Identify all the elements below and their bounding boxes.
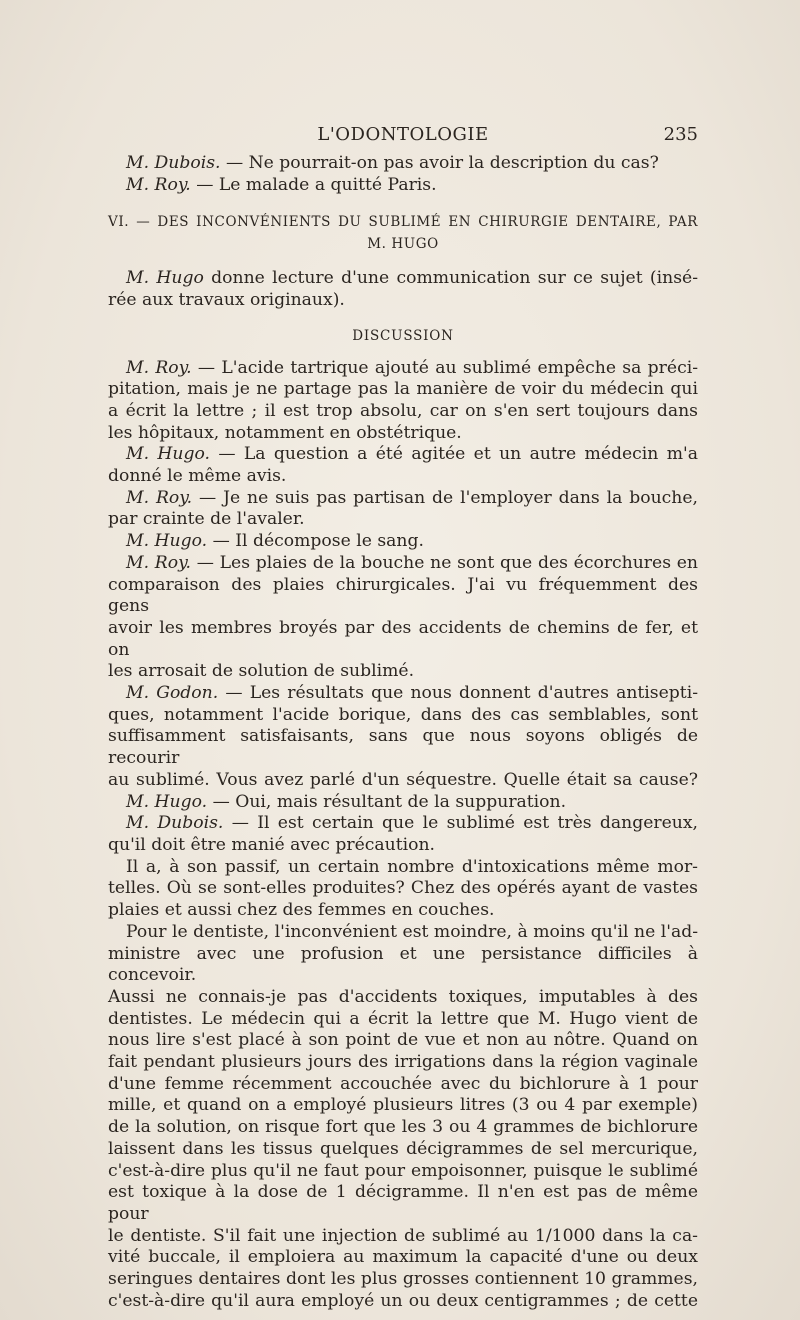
speaker-name: M. Hugo. bbox=[126, 444, 210, 465]
line-text: donne lecture d'une communication sur ce sujet (insé- bbox=[211, 268, 699, 289]
text-line: nous lire s'est placé à son point de vue et non au nôtre. Quand on bbox=[108, 1030, 698, 1051]
text-line bbox=[108, 792, 698, 814]
paragraph-dubois-question bbox=[108, 153, 698, 175]
speaker-name: M. Roy. bbox=[126, 552, 191, 573]
text-line: donné le même avis. bbox=[108, 466, 287, 487]
text-line: ministre avec une profusion et une persistance difficiles à concevoir. bbox=[108, 943, 698, 986]
text-line: vité buccale, il emploiera au maximum la capacité d'une ou deux bbox=[108, 1247, 698, 1268]
text-line: de la solution, on risque fort que les 3 ou 4 grammes de bichlorure bbox=[108, 1117, 698, 1138]
line-text: — Oui, mais résultant de la suppuration. bbox=[212, 791, 567, 812]
speaker-name: M. Roy. bbox=[126, 174, 191, 195]
text-line: d'une femme récemment accouchée avec du bichlorure à 1 pour bbox=[108, 1073, 698, 1094]
speaker-name: M. Godon. bbox=[126, 683, 219, 704]
paragraph-intoxications bbox=[108, 857, 698, 922]
text-line bbox=[108, 268, 698, 290]
speaker-name: M. Roy. bbox=[126, 357, 192, 378]
text-line bbox=[108, 444, 698, 466]
text-line: est toxique à la dose de 1 décigramme. Il n'en est pas de même pour bbox=[108, 1182, 698, 1224]
line-text: — Il décompose le sang. bbox=[212, 531, 424, 552]
text-line: mille, et quand on a employé plusieurs litres (3 ou 4 par exemple) bbox=[108, 1095, 698, 1116]
text-line: les arrosait de solution de sublimé. bbox=[108, 661, 415, 682]
text-line: comparaison des plaies chirurgicales. J'ai vu fréquemment des gens bbox=[108, 574, 698, 617]
discussion-heading: DISCUSSION bbox=[352, 327, 454, 344]
text-line: Aussi ne connais-je pas d'accidents toxiques, imputables à des bbox=[108, 986, 698, 1007]
text-line bbox=[108, 813, 698, 835]
text-line: dentistes. Le médecin qui a écrit la lettre que M. Hugo vient de bbox=[108, 1008, 698, 1029]
paragraph-text: — Ne pourrait-on pas avoir la description du cas? bbox=[225, 153, 659, 173]
speaker-name: M. Dubois. bbox=[126, 153, 221, 173]
text-line bbox=[108, 683, 698, 705]
paragraph-hugo-suppuration bbox=[108, 792, 698, 814]
line-text: — La question a été agitée et un autre médecin m'a bbox=[218, 444, 698, 465]
speaker-name: M. Hugo. bbox=[126, 531, 208, 552]
speaker-name: M. Dubois. bbox=[126, 813, 224, 834]
text-line: a écrit la lettre ; il est trop absolu, car on s'en sert toujours dans bbox=[108, 400, 698, 421]
page-header bbox=[108, 120, 698, 150]
paragraph-hugo-lecture bbox=[108, 268, 698, 311]
text-line: Il a, à son passif, un certain nombre d'intoxications même mor- bbox=[126, 856, 698, 877]
line-text: — Il est certain que le sublimé est très dangereux, bbox=[231, 813, 698, 834]
paragraph-roy-plaies bbox=[108, 553, 698, 683]
paragraph-dubois-dangereux bbox=[108, 813, 698, 856]
text-line: seringues dentaires dont les plus grosses contiennent 10 grammes, bbox=[108, 1269, 698, 1290]
text-line: Pour le dentiste, l'inconvénient est moindre, à moins qu'il ne l'ad- bbox=[126, 921, 698, 942]
line-text: — L'acide tartrique ajouté au sublimé empêche sa préci- bbox=[197, 357, 698, 378]
text-line: le dentiste. S'il fait une injection de sublimé au 1/1000 dans la ca- bbox=[108, 1225, 698, 1246]
text-line: ques, notamment l'acide borique, dans des cas semblables, sont bbox=[108, 704, 698, 725]
paragraph-roy-answer bbox=[108, 175, 698, 197]
text-line: suffisamment satisfaisants, sans que nous soyons obligés de recourir bbox=[108, 726, 698, 769]
line-text: — Les résultats que nous donnent d'autres antisepti- bbox=[225, 683, 698, 704]
text-line: fait pendant plusieurs jours des irrigations dans la région vaginale bbox=[108, 1052, 698, 1073]
paragraph-text: — Le malade a quitté Paris. bbox=[196, 174, 437, 195]
text-line: rée aux travaux originaux). bbox=[108, 289, 345, 310]
paragraph-godon bbox=[108, 683, 698, 792]
paragraph-hugo-sang bbox=[108, 531, 698, 553]
text-line: qu'il doit être manié avec précaution. bbox=[108, 834, 435, 855]
speaker-name: M. Roy. bbox=[126, 487, 193, 508]
text-line: par crainte de l'avaler. bbox=[108, 509, 305, 530]
text-line: c'est-à-dire plus qu'il ne faut pour empoisonner, puisque le sublimé bbox=[108, 1160, 698, 1181]
text-line: laissent dans les tissus quelques décigrammes de sel mercurique, bbox=[108, 1138, 698, 1159]
paragraph-hugo-question bbox=[108, 444, 698, 487]
section-author: M. HUGO bbox=[367, 236, 439, 253]
text-line bbox=[108, 531, 698, 553]
speaker-name: M. Hugo bbox=[126, 268, 204, 289]
line-text: — Les plaies de la bouche ne sont que des écorchures en bbox=[196, 552, 698, 573]
paragraph-roy-partisan bbox=[108, 488, 698, 531]
text-line bbox=[108, 488, 698, 510]
text-line: au sublimé. Vous avez parlé d'un séquestre. Quelle était sa cause? bbox=[108, 769, 698, 790]
page-number: 235 bbox=[663, 124, 698, 145]
text-line: c'est-à-dire qu'il aura employé un ou deux centigrammes ; de cette bbox=[108, 1290, 698, 1311]
section-heading: VI. — DES INCONVÉNIENTS DU SUBLIMÉ EN CHIRURGIE DENTAIRE, PAR bbox=[108, 214, 698, 231]
text-line: plaies et aussi chez des femmes en couches. bbox=[108, 900, 495, 921]
page-body bbox=[108, 153, 698, 1312]
text-line: pitation, mais je ne partage pas la manière de voir du médecin qui bbox=[108, 379, 698, 400]
line-text: — Je ne suis pas partisan de l'employer dans la bouche, bbox=[199, 487, 698, 508]
paragraph-dentiste bbox=[108, 922, 698, 1313]
text-line: telles. Où se sont-elles produites? Chez des opérés ayant de vastes bbox=[108, 878, 698, 899]
paragraph-roy-acide bbox=[108, 358, 698, 445]
text-line bbox=[108, 358, 698, 380]
text-line: les hôpitaux, notamment en obstétrique. bbox=[108, 422, 462, 443]
text-line: avoir les membres broyés par des accidents de chemins de fer, et on bbox=[108, 617, 698, 660]
speaker-name: M. Hugo. bbox=[126, 791, 208, 812]
running-title: L'ODONTOLOGIE bbox=[317, 124, 489, 145]
text-line bbox=[108, 553, 698, 575]
